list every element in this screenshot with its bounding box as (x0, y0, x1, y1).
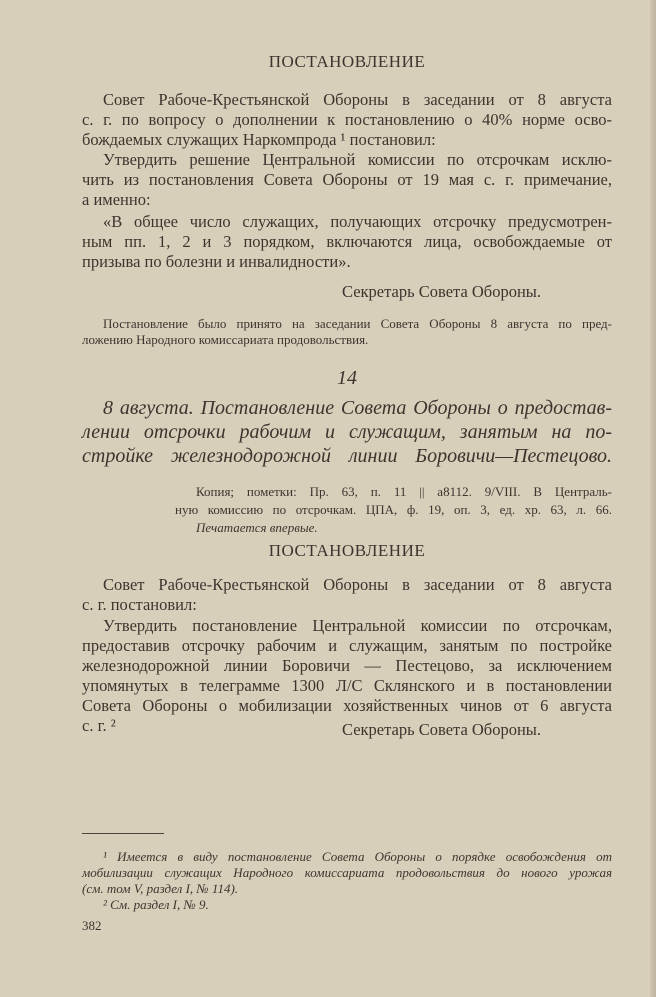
text-line: с. г. постановил: (82, 595, 197, 614)
signature: Секретарь Совета Обороны. (342, 282, 541, 301)
text-line: бождаемых служащих Наркомпрода ¹ постановил: (82, 130, 436, 149)
signature: Секретарь Совета Обороны. (342, 720, 541, 739)
text-line: Совета Обороны о мобилизации хозяйственных чинов от 6 августа (82, 696, 612, 715)
footnote-line: (см. том V, раздел I, № 114). (82, 881, 239, 896)
source-line: Печатается впервые. (196, 520, 318, 535)
page-number: 382 (82, 918, 102, 933)
text-line: упомянутых в телеграмме 1300 Л/С Склянского и в постановлении (82, 676, 612, 695)
note-line: Постановление было принято на заседании Совета Обороны 8 августа по пред- (103, 316, 612, 331)
footnote-line: ² См. раздел I, № 9. (103, 897, 209, 912)
footnote-divider (82, 833, 164, 834)
text-line: с. г. ² (82, 716, 116, 735)
footnote-line: мобилизации служащих Народного комиссариата продовольствия до нового урожая (82, 865, 612, 880)
text-line: Утвердить постановление Центральной комиссии по отсрочкам, (103, 616, 612, 635)
decree-heading: ПОСТАНОВЛЕНИЕ (268, 52, 426, 71)
text-line: Совет Рабоче-Крестьянской Обороны в заседании от 8 августа (103, 575, 612, 594)
source-line: ную комиссию по отсрочкам. ЦПА, ф. 19, оп. 3, ед. хр. 63, л. 66. (175, 502, 612, 517)
text-line: а именно: (82, 190, 151, 209)
source-line: Копия; пометки: Пр. 63, п. 11 || а8112. 9/VIII. В Централь- (196, 484, 612, 499)
text-line: Совет Рабоче-Крестьянской Обороны в заседании от 8 августа (103, 90, 612, 109)
text-line: предоставив отсрочку рабочим и служащим, занятым по постройке (82, 636, 612, 655)
text-line: с. г. по вопросу о дополнении к постановлению о 40% норме осво- (82, 110, 612, 129)
text-line: железнодорожной линии Боровичи — Пестецово, за исключением (82, 656, 612, 675)
title-line: стройке железнодорожной линии Боровичи—Пестецово. (82, 445, 612, 467)
text-line: «В общее число служащих, получающих отсрочку предусмотрен- (103, 212, 612, 231)
text-line: ным пп. 1, 2 и 3 порядком, включаются лица, освобождаемые от (82, 232, 612, 251)
note-line: ложению Народного комиссариата продовольствия. (82, 332, 369, 347)
text-line: призыва по болезни и инвалидности». (82, 252, 351, 271)
title-line: лении отсрочки рабочим и служащим, занятым на по- (82, 421, 612, 443)
text-line: чить из постановления Совета Обороны от 19 мая с. г. примечание, (82, 170, 612, 189)
text-line: Утвердить решение Центральной комиссии по отсрочкам исклю- (103, 150, 612, 169)
footnote-line: ¹ Имеется в виду постановление Совета Обороны о порядке освобождения от (103, 849, 612, 864)
document-number: 14 (337, 367, 357, 389)
title-line: 8 августа. Постановление Совета Обороны о предостав- (103, 397, 612, 419)
decree-heading: ПОСТАНОВЛЕНИЕ (268, 541, 426, 560)
